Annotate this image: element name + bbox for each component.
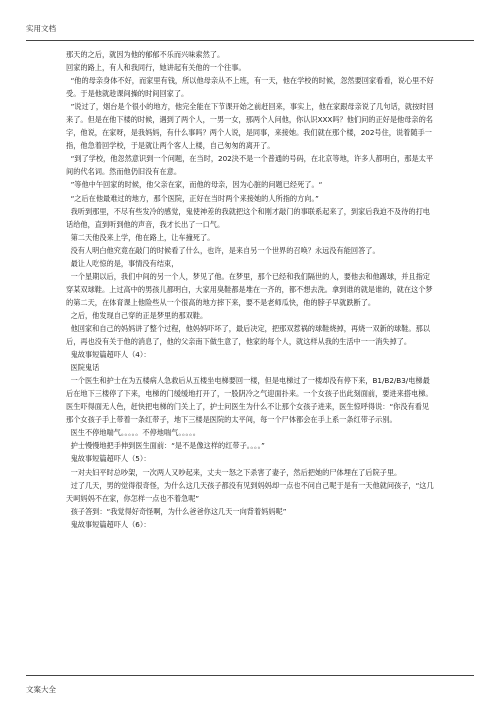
footer-divider: [26, 675, 474, 676]
paragraph: 过了几天，男的觉得很奇怪，为什么这几天孩子都没有见到妈妈却一点也不问自己呢于是有一天他就问孩子，“这几天呵妈妈不在家，你怎样一点也不着急呢”: [66, 480, 434, 503]
paragraph: 第二天他没来上学，他在路上，让车撞死了。: [66, 232, 215, 242]
paragraph: 医生不停地喘气。。。。。不停地喘气。。。。。: [66, 428, 200, 438]
paragraph: 一个星期以后，我们中间的另一个人，梦见了他。在梦里，那个已经和我们隔世的人，要他去和他踢球，并且指定穿某双球鞋。上过高中的男孩儿都明白，大家用臭鞋都是堆在一齐的，都不想去洗。拿到谁的就是谁的，就在这个梦的第二天，在体育课上他险些从一个很高的地方摔下来，要不是老师瓜快，他的脖子早就跌断了。: [66, 271, 433, 307]
section-heading: 鬼故事短篇超吓人（6）：: [66, 519, 151, 529]
paragraph: 一个医生和护士在为五楼病人急救后从五楼坐电梯要回一楼，但是电梯过了一楼却没有停下来，B1/B2/B3/电梯最后在地下三楼停了下来，电梯的门缓缓地打开了，一股阴冷之气迎面扑来。一个女孩子出此刻面前，要进来搭电梯。医生吓得面无人色，赶快把电梯的门关上了，护士问医生为什么不让那个女孩子进来，医生惊呼得说：“你没有看见那个女孩子手上带着一条红带子，地下三楼是医院的太平间，每一个尸体都会在手上系一条红带子示别。: [66, 376, 433, 425]
paragraph: “到了学校，他忽然意识到一个问题，在当时，202決不是一个普通的号码，在北京等地，许多人都明白，那是太平间的代名词。然而他仍旧没有在意。: [66, 154, 434, 177]
paragraph: 孩子答到：“我觉得好奇怪啊，为什么爸爸你这几天一向背着妈妈呢”: [66, 506, 287, 516]
paragraph: 之后，他发现自己穿的正是梦里的那双鞋。: [66, 310, 208, 320]
paragraph: ”等他中午回家的时候，他父亲在家，而他的母亲，因为心脏的问题已经死了。“: [66, 180, 323, 190]
paragraph: 我听到那里，不尽有些发冷的感觉，鬼使神差的我就把这个和刚才敲门的事联系起来了，到家后我迫不及待的打电话给他，直到听到他的声音，我才长出了一口气。: [66, 206, 430, 229]
paragraph: 回家的路上，有人和我同行，她讲起有关他的一个往事。: [66, 63, 246, 73]
paragraph: ”说过了，烟台是个很小的地方，他完全能在下节课开始之前赶回来，事实上，他在家跟母亲说了几句话，就按时回来了。但是在他下楼的时候，遇到了两个人，一男一女，那两个人问他，你认识XXX吗？他们问的正好是他母亲的名字，他说，在家呀，是我妈妈，有什么事吗？两个人说，是同事，来接她。我们就在那个楼，202号住，说着随手一指，他急着回学校，于是就让两个客人上楼，自己匆匆的离开了。: [66, 102, 434, 151]
paragraph: 最让人吃惊的是，事情没有结束，: [66, 258, 179, 268]
paragraph: 他回家和自己的妈妈讲了整个过程，他妈妈吓坏了，最后决定，把那双惹祸的球鞋烧掉，再烧一双新的球鞋。那以后，再也没有关于他的消息了，他的父亲南下做生意了，他家的每个人，就这样从我的生活中一一消失掉了。: [66, 323, 430, 347]
page-header: 实用文档: [26, 24, 56, 33]
paragraph: 护士慢慢地把手伸到医生面前：“是不是像这样的红带子。。。。”: [66, 441, 265, 451]
section-heading: 鬼故事短篇超吓人（4）：: [66, 350, 151, 360]
section-heading: 鬼故事短篇超吓人（5）：: [66, 454, 151, 464]
paragraph: “他的母亲身体不好，而家里有钱，所以他母亲从不上班，有一天，他在学校的时候，忽然要回家看看，说心里不好受。于是他就趁课间操的时间回家了。: [66, 76, 434, 99]
section-heading: 医院鬼话: [66, 363, 100, 373]
paragraph: “之后在他最难过的地方，那个医院，正好在当时两个来接她的人所指的方向。”: [66, 193, 319, 203]
paragraph: 那天的之后，就因为他的郁郁不乐而兴味索然了。: [66, 50, 225, 59]
header-divider: [26, 40, 474, 41]
page-footer: 文案大全: [26, 685, 56, 694]
paragraph: 一对夫妇平时总吵架，一次两人又吵起来，丈夫一怒之下杀害了妻子，然后把她的尸体埋在了后院子里。: [66, 467, 402, 477]
document-body: [66, 48, 434, 531]
paragraph: 没有人明白他究竟在敲门的时候看了什么，也许，是来自另一个世界的召唤？永远没有能回答了。: [66, 245, 380, 255]
